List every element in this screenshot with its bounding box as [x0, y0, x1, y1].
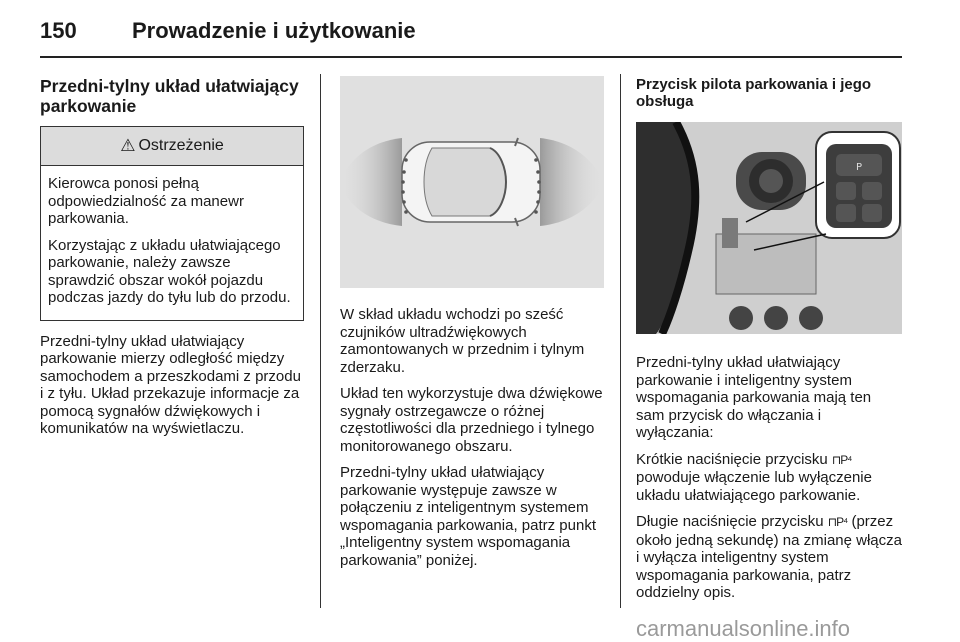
svg-text:P: P — [855, 162, 863, 173]
page-number: 150 — [40, 18, 77, 43]
column-divider-left — [320, 74, 321, 608]
page-header — [40, 18, 902, 48]
body-paragraph: Układ ten wykorzystuje dwa dźwiękowe sygnały ostrzegawcze o różnej częstotliwości dla przedniego i tylnego monitorowanego obszaru. — [340, 385, 603, 455]
warning-body — [41, 166, 303, 320]
warning-paragraph: Korzystając z układu ułatwiającego parkowanie, należy zawsze sprawdzić obszar wokół pojazdu podczas jazdy do tyłu lub do przodu. — [48, 236, 291, 306]
long-press-paragraph — [636, 513, 902, 602]
park-assist-icon: ⊓P⁴ — [827, 515, 848, 529]
short-press-paragraph — [636, 451, 902, 505]
running-head: Prowadzenie i użytkowanie — [132, 18, 416, 43]
car-sensor-illustration — [340, 76, 604, 288]
body-paragraph: Przedni-tylny układ ułatwiający parkowanie występuje zawsze w połączeniu z inteligentnym systemem wspomagania parkowania, patrz punkt „Inteligentny system wspomagania parkowania” poniżej. — [340, 464, 596, 569]
warning-triangle-icon: ⚠ — [120, 136, 136, 155]
header-rule — [40, 56, 902, 58]
warning-title: Ostrzeżenie — [138, 137, 224, 154]
short-press-text: Krótkie naciśnięcie przycisku — [636, 450, 828, 468]
column-divider-right — [620, 74, 621, 608]
warning-header — [41, 127, 303, 166]
park-assist-icon: ⊓P⁴ — [831, 452, 852, 467]
section-title: Przedni-tylny układ ułatwiający parkowanie — [40, 76, 299, 116]
watermark: carmanualsonline.info — [636, 616, 851, 641]
warning-box — [40, 126, 304, 321]
body-paragraph: Przedni-tylny układ ułatwiający parkowanie mierzy odległość między samochodem a przeszkodami z przodu i z tyłu. Układ przekazuje informacje za pomocą sygnałów dźwiękowych i komunikatów na wyświetlaczu. — [40, 332, 301, 437]
long-press-text: Długie naciśnięcie przycisku — [636, 513, 824, 530]
body-paragraph: W skład układu wchodzi po sześć czujników ultradźwiękowych zamontowanych w przednim i tylnym zderzaku. — [340, 306, 585, 376]
car-sensor-diagram — [340, 76, 604, 288]
short-press-text-continued: powoduje włączenie lub wyłączenie układu ułatwiającego parkowanie. — [636, 469, 872, 504]
dashboard-parking-button-photo — [636, 122, 902, 334]
column-3 — [636, 76, 902, 611]
subsection-title: Przycisk pilota parkowania i jego obsługa — [636, 76, 872, 110]
body-paragraph: Przedni-tylny układ ułatwiający parkowanie i inteligentny system wspomagania parkowania mają ten sam przycisk do włączania i wyłączania: — [636, 354, 872, 441]
column-2 — [340, 76, 604, 578]
column-1 — [40, 76, 305, 447]
long-press-text-continued: (przez około jedną sekundę) na zmianę włącza i wyłącza inteligentny system wspomagania parkowania, patrz oddzielny opis. — [636, 513, 902, 601]
warning-paragraph: Kierowca ponosi pełną odpowiedzialność za manewr parkowania. — [48, 175, 244, 227]
dashboard-illustration — [636, 122, 902, 334]
